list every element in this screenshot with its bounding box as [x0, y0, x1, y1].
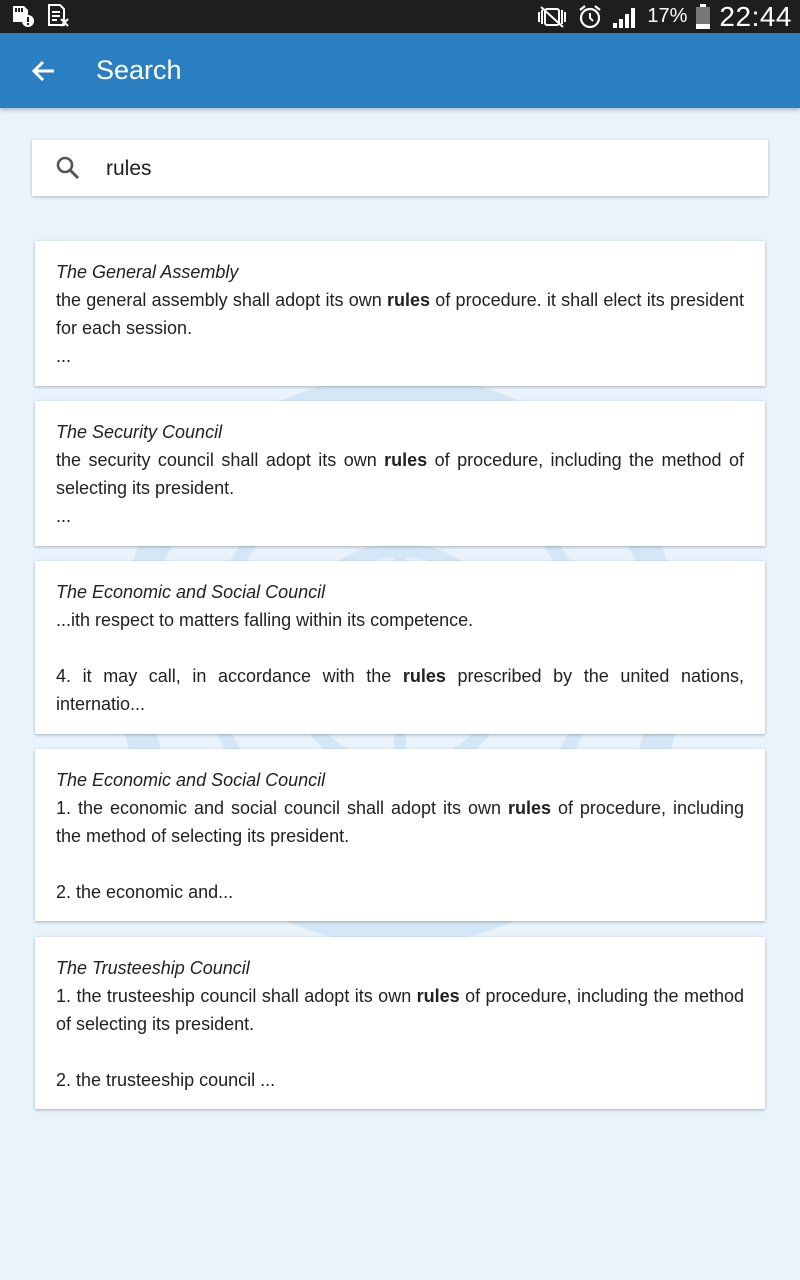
search-icon: [54, 154, 82, 182]
battery-icon: [695, 4, 711, 30]
signal-icon: [611, 5, 639, 29]
search-highlight: rules: [416, 986, 460, 1006]
result-title: The Security Council: [56, 422, 223, 442]
result-title: The Economic and Social Council: [56, 770, 326, 790]
result-title: The Economic and Social Council: [56, 582, 326, 602]
result-snippet: the security council shall adopt its own rules of procedure, including the method of selecting its president.: [56, 450, 744, 498]
result-snippet-more: ...: [56, 506, 72, 526]
result-snippet: 4. it may call, in accordance with the rules prescribed by the united nations, internatio...: [56, 666, 745, 714]
result-title: The General Assembly: [56, 262, 239, 282]
result-card[interactable]: [35, 241, 765, 386]
search-input[interactable]: [104, 150, 748, 188]
back-arrow-icon[interactable]: [26, 53, 62, 89]
app-bar: [0, 33, 800, 108]
search-highlight: rules: [402, 666, 446, 686]
result-snippet: 1. the trusteeship council shall adopt its own rules of procedure, including the method of selecting its president.: [56, 986, 744, 1034]
result-snippet: 1. the economic and social council shall adopt its own rules of procedure, including the method of selecting its president.: [56, 798, 744, 846]
search-box: [32, 140, 768, 196]
result-snippet-more: 2. the economic and...: [56, 882, 234, 902]
result-snippet-more: ...: [56, 346, 72, 366]
alarm-icon: [577, 4, 603, 30]
search-highlight: rules: [387, 290, 431, 310]
status-bar: [0, 0, 800, 33]
result-card[interactable]: [35, 937, 765, 1109]
result-card[interactable]: [35, 561, 765, 734]
result-snippet-prefix: ...ith respect to matters falling within its competence.: [56, 610, 474, 630]
result-card[interactable]: [35, 749, 765, 921]
vibrate-mute-icon: [535, 5, 569, 29]
clock: 22:44: [719, 0, 792, 32]
sd-card-alert-icon: [10, 4, 36, 28]
document-close-icon: [46, 4, 72, 28]
result-snippet-more: 2. the trusteeship council ...: [56, 1070, 276, 1090]
result-title: The Trusteeship Council: [56, 958, 250, 978]
result-card[interactable]: [35, 401, 765, 546]
search-highlight: rules: [384, 450, 428, 470]
battery-percent: 17%: [647, 5, 688, 27]
result-snippet: the general assembly shall adopt its own rules of procedure. it shall elect its president for each session.: [56, 290, 744, 338]
page-title: Search: [96, 55, 182, 85]
search-highlight: rules: [507, 798, 551, 818]
